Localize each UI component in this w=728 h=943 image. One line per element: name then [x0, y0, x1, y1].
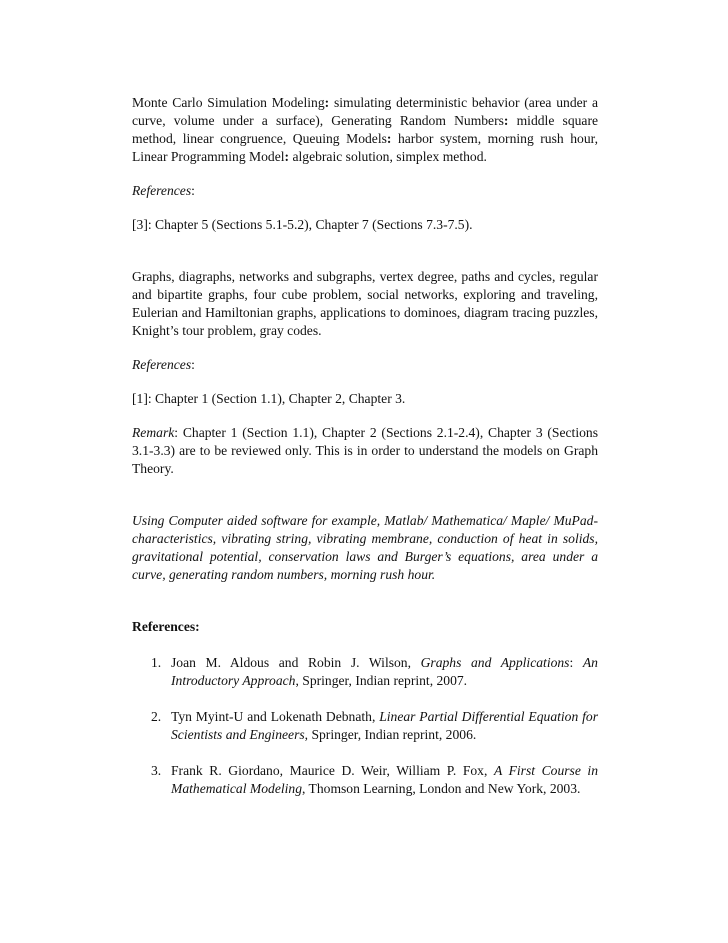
- reference-title: Linear Partial Differential Equation for Scientists and Engineers: [171, 709, 598, 742]
- reference-title: Graphs and Applications: [420, 655, 570, 670]
- colon: :: [324, 95, 330, 110]
- reference-item: [132, 762, 598, 798]
- reference-number: 1.: [151, 655, 162, 670]
- reference-citation: [3]: Chapter 5 (Sections 5.1-5.2), Chapter 7 (Sections 7.3-7.5).: [132, 217, 473, 232]
- references-label-line: [132, 356, 598, 374]
- reference-title-separator: :: [569, 655, 583, 670]
- reference-title: A First Course in Mathematical Modeling: [171, 763, 598, 796]
- reference-publisher: , Thomson Learning, London and New York, 2003.: [302, 781, 581, 796]
- reference-number: 3.: [151, 763, 162, 778]
- reference-authors: Tyn Myint-U and Lokenath Debnath,: [171, 709, 380, 724]
- colon: :: [386, 131, 392, 146]
- references-label-line: [132, 182, 598, 200]
- colon: :: [191, 357, 195, 372]
- topic-text: simulating deterministic behavior (area under a curve, volume under a surface), Generating Random Numbers: [132, 95, 599, 128]
- graph-theory-paragraph: Graphs, diagraphs, networks and subgraphs, vertex degree, paths and cycles, regular and bipartite graphs, four cube problem, social networks, exploring and traveling, Eulerian and Hamiltonian graphs, applications to dominoes, diagram tracing puzzles, Knight’s tour problem, gray codes.: [132, 269, 598, 338]
- document-body: [132, 94, 598, 816]
- remark-text: : Chapter 1 (Section 1.1), Chapter 2 (Sections 2.1-2.4), Chapter 3 (Sections 3.1-3.3) are to be reviewed only. This is in order to understand the models on Graph Theory.: [132, 425, 598, 476]
- reference-publisher: , Springer, Indian reprint, 2007.: [295, 673, 468, 688]
- references-list: [132, 654, 598, 798]
- colon: :: [191, 183, 195, 198]
- references-label: References: [132, 183, 192, 198]
- reference-number: 2.: [151, 709, 162, 724]
- practical-paragraph: Using Computer aided software for example, Matlab/ Mathematica/ Maple/ MuPad- characteristics, vibrating string, vibrating membrane, conduction of heat in solids, gravitational potential, conservation laws and Burger’s equations, area under a curve, generating random numbers, morning rush hour.: [132, 513, 598, 582]
- references-label: References: [132, 357, 192, 372]
- references-heading: References:: [132, 619, 200, 634]
- rng-text: middle square method, linear congruence, Queuing Models: [132, 113, 599, 146]
- remark-label: Remark: [132, 425, 175, 440]
- colon: :: [284, 149, 290, 164]
- reference-authors: Joan M. Aldous and Robin J. Wilson,: [171, 655, 421, 670]
- reference-publisher: , Springer, Indian reprint, 2006.: [304, 727, 477, 742]
- topic-lead: Monte Carlo Simulation Modeling: [132, 95, 325, 110]
- reference-subtitle: An Introductory Approach: [171, 655, 598, 688]
- remark-paragraph: [132, 424, 598, 478]
- reference-citation: [1]: Chapter 1 (Section 1.1), Chapter 2, Chapter 3.: [132, 391, 406, 406]
- reference-item: [132, 708, 598, 744]
- reference-authors: Frank R. Giordano, Maurice D. Weir, William P. Fox,: [171, 763, 494, 778]
- monte-carlo-paragraph: [132, 94, 598, 166]
- reference-item: [132, 654, 598, 690]
- colon: :: [503, 113, 509, 128]
- queue-text: harbor system, morning rush hour, Linear Programming Model: [132, 131, 598, 164]
- lp-text: algebraic solution, simplex method.: [289, 149, 487, 164]
